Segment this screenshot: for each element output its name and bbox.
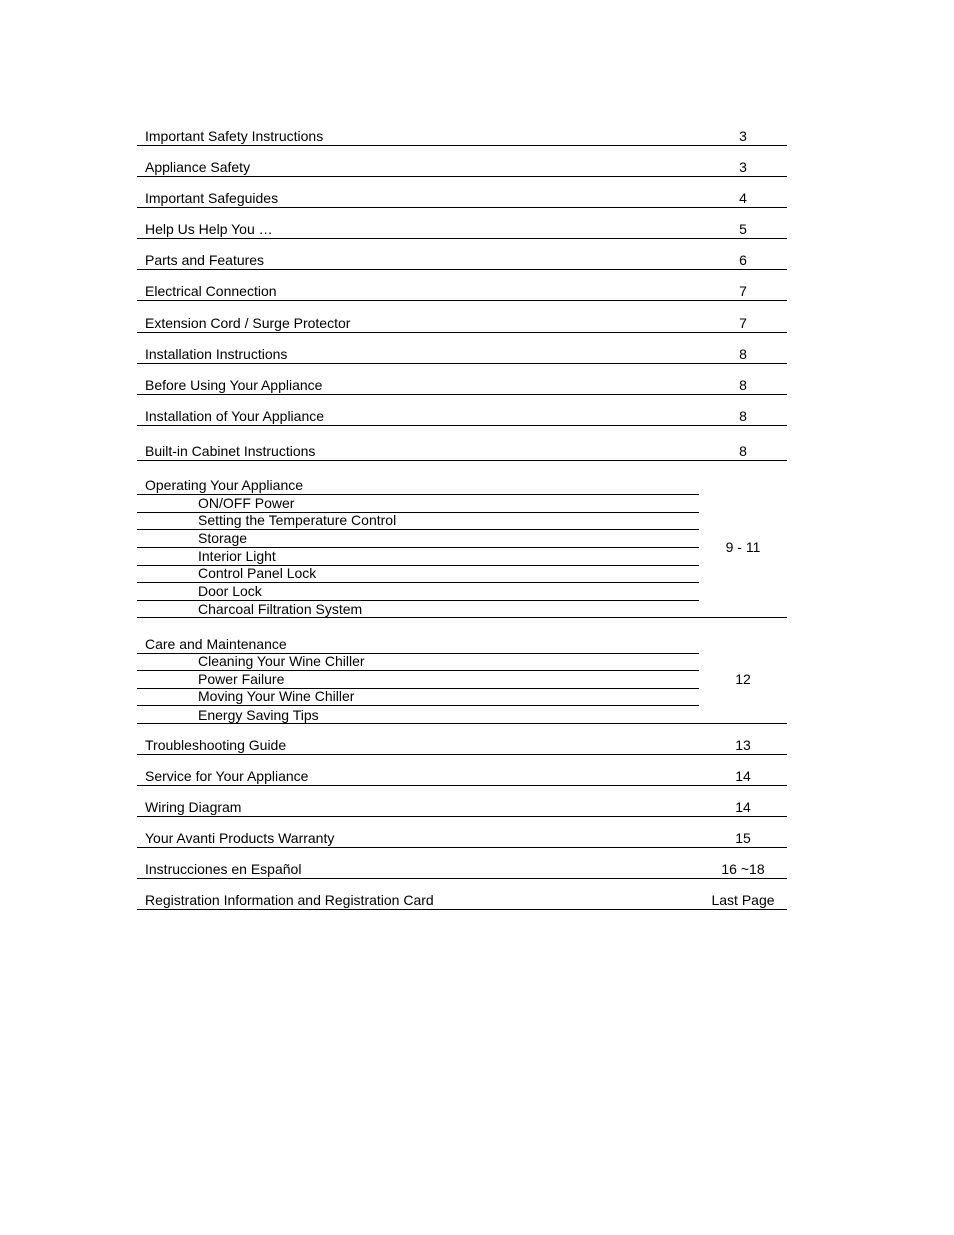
toc-entry-page: 13 [735, 737, 751, 753]
toc-row [137, 250, 787, 270]
toc-subitem: Control Panel Lock [137, 566, 699, 583]
toc-entry-page: 3 [739, 159, 747, 175]
toc-entry-title: Important Safety Instructions [145, 128, 324, 144]
toc-entry-title: Service for Your Appliance [145, 768, 309, 784]
toc-entry-page: 14 [735, 799, 751, 815]
toc-entry-page: 8 [739, 346, 747, 362]
toc-row [137, 735, 787, 755]
toc-subitem: Charcoal Filtration System [198, 601, 363, 617]
toc-subitem: Setting the Temperature Control [137, 513, 699, 530]
toc-entry-page: 3 [739, 128, 747, 144]
toc-entry-page: Last Page [711, 892, 775, 908]
toc-entry-title: Wiring Diagram [145, 799, 242, 815]
toc-row [137, 859, 787, 879]
toc-subitem: Interior Light [137, 548, 699, 566]
toc-row [137, 281, 787, 301]
toc-row [137, 828, 787, 848]
toc-group-heading: Operating Your Appliance [137, 475, 699, 495]
toc-entry-page: 6 [739, 252, 747, 268]
toc-group-page: 9 - 11 [725, 539, 761, 555]
toc-entry-title: Help Us Help You … [145, 221, 273, 237]
toc-entry-title: Installation of Your Appliance [145, 408, 325, 424]
toc-entry-page: 7 [739, 315, 747, 331]
toc-row [137, 219, 787, 239]
toc-entry-page: 7 [739, 283, 747, 299]
toc-row [137, 157, 787, 177]
toc-entry-page: 15 [735, 830, 751, 846]
toc-group-care [137, 633, 787, 724]
toc-group-page: 12 [735, 671, 751, 687]
toc-entry-page: 8 [739, 408, 747, 424]
toc-row [137, 375, 787, 395]
toc-row [137, 406, 787, 426]
toc-row [137, 188, 787, 208]
toc-subitem: Power Failure [137, 671, 699, 689]
toc-subitem: ON/OFF Power [137, 495, 699, 513]
toc-entry-title: Built-in Cabinet Instructions [145, 443, 316, 459]
toc-entry-title: Extension Cord / Surge Protector [145, 315, 351, 331]
toc-row [137, 890, 787, 910]
toc-entry-page: 8 [739, 443, 747, 459]
toc-group-operating [137, 475, 787, 618]
toc-row [137, 344, 787, 364]
toc-row [137, 797, 787, 817]
toc-subitem: Door Lock [137, 583, 699, 601]
toc-entry-page: 4 [739, 190, 747, 206]
toc-subitem: Cleaning Your Wine Chiller [137, 654, 699, 671]
toc-entry-title: Troubleshooting Guide [145, 737, 287, 753]
toc-row [137, 313, 787, 333]
toc-entry-page: 8 [739, 377, 747, 393]
toc-entry-title: Your Avanti Products Warranty [145, 830, 335, 846]
toc-entry-title: Electrical Connection [145, 283, 277, 299]
toc-row [137, 126, 787, 146]
toc-entry-title: Before Using Your Appliance [145, 377, 323, 393]
toc-entry-title: Registration Information and Registration Card [145, 892, 434, 908]
toc-entry-title: Installation Instructions [145, 346, 288, 362]
toc-subitem: Energy Saving Tips [198, 707, 319, 723]
toc-subitem: Storage [137, 530, 699, 548]
toc-entry-page: 5 [739, 221, 747, 237]
toc-subitem: Moving Your Wine Chiller [137, 689, 699, 706]
toc-entry-page: 14 [735, 768, 751, 784]
toc-group-heading: Care and Maintenance [137, 633, 699, 654]
toc-entry-page: 16 ~18 [721, 861, 765, 877]
toc-entry-title: Important Safeguides [145, 190, 279, 206]
toc-row [137, 766, 787, 786]
toc-entry-title: Appliance Safety [145, 159, 251, 175]
toc-entry-title: Parts and Features [145, 252, 265, 268]
toc-entry-title: Instrucciones en Español [145, 861, 302, 877]
toc-row [137, 441, 787, 461]
